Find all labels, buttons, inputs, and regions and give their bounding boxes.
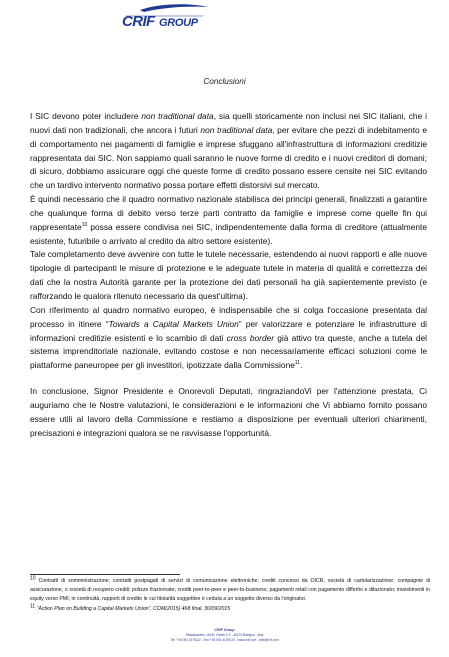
text-run: ” per valorizzare e potenziare le infrastrutture di informazioni creditizie esistenti e lo scambio di dati — [30, 318, 427, 343]
text-run: È quindi necessario che il quadro normativo nazionale stabilisca dei principi generali, finalizzati a garantire che qualunque forma di debito verso terze parti contratto da famiglie e imprese come quelle fin qui rappresentate — [30, 194, 427, 232]
italic-term: Towards a Capital Markets Union — [108, 318, 239, 329]
italic-term: non traditional data — [141, 111, 214, 121]
text-run: già attivo tra queste, anche a tutela del sistema imprenditoriale nazionale, evitando costose e non necessariamente efficaci soluzioni come le piattaforme paneuropee per gli investitori, ipotizzate dalla Commissione — [30, 332, 427, 371]
text-run: Tale completamento deve avvenire con tutte le tutele necessarie, estendendo ai nuovi rapporti e alle nuove tipologie di partecipanti le misure di protezione e le adeguate tutele in materia di qualità e correttezza dei dati che la nostra Autorità garante per la protezione dei dati personali ha già sapientemente previsto (e rafforzando le qualora ritenuto necessario da quest'ultima). — [30, 249, 427, 301]
text-run: . — [300, 360, 303, 371]
svg-text:CRIF: CRIF — [122, 13, 155, 30]
section-title: Conclusioni — [203, 77, 246, 86]
footnote-number: 10 — [30, 575, 36, 582]
paragraph-non-traditional-data — [30, 110, 427, 193]
footnote-separator — [30, 574, 180, 575]
text-run: In conclusione, Signor Presidente e Onorevoli Deputati, ringraziandoVi per l'attenzione prestata, Ci auguriamo che le Nostre valutazioni, le considerazioni e le informazioni che Vi abbiamo fornito possano essere utili al lavoro della Commissione e restiamo a disposizione per eventuali ulteriori chiarimenti, precisazioni e integrazioni qualora se ne ravvisasse l'opportunità. — [30, 386, 427, 438]
footnote-ref-11[interactable]: 11 — [294, 360, 301, 367]
text-run: I SIC devono poter includere — [30, 111, 142, 121]
text-run: , sia quelli storicamente non inclusi nei SIC italiani, che i nuovi dati non tradizionali, che ancora i futuri — [30, 111, 427, 135]
footer-brand: CRIF Group — [214, 628, 235, 632]
footnote-text: Contratti di somministrazione; contratti postpagati di servizi di comunicazione elettroniche; crediti concessi da OICR, società di cartolarizzazione; compagnie di assicurazione, o società di recupero crediti; polizze fraziornate; crediti peer-to-peer e peer-to-business; pagamenti retail con pagamento differito e dilazionato; investimenti in equity verso PMI; in continuità, rapporti di credito le cui titolarità soggettive è ceduta a un soggetto diverso da l'originator. — [30, 578, 430, 603]
footer-contacts: Tel. +39 051 4176111 - Fax +39 051 4176010 - www.crif.com - info@crif.com — [170, 638, 279, 642]
page-footer — [0, 628, 449, 643]
paragraph-european-framework — [30, 304, 427, 373]
crif-group-logo — [120, 4, 210, 30]
footnote-11 — [30, 602, 430, 614]
text-run: possa essere condivisa nei SIC, indipendentemente dalla forma di creditore (attualmente esistente, futuribile o arrivato al credito da altro settore esistente). — [30, 221, 427, 246]
footer-address: Headquarters: via M. Fantin 1-3 - 40131 Bologna - Italy — [185, 633, 264, 637]
document-body — [30, 110, 427, 440]
text-run: , per evitare che pezzi di indebitamento e di comportamento nei pagamenti di famiglie e imprese sfuggano all'infrastruttura di informazioni creditizie rappresentata dai SIC. Non sappiamo quali saranno le nuove forme di credito e i nuovi creditori di domani; di sicuro, dobbiamo assicurare oggi che queste forme di credito possano essere censite nei SIC evitando che un tardivo intervento normativo possa portare effetti distorsivi sul mercato. — [30, 124, 427, 191]
footnote-number: 11 — [30, 602, 36, 609]
footnote-ref-10[interactable]: 10 — [81, 221, 88, 228]
italic-term: cross border — [226, 332, 275, 343]
text-run: Con riferimento al quadro normativo europeo, è indispensabile che si colga l'occasione presentata dal processo in itinere “ — [30, 304, 427, 329]
paragraph-regulatory-framework — [30, 193, 427, 248]
footnote-text: “Action Plan on Building a Capital Markets Union”, COM(2015) 468 final, 30/09/2015 — [35, 605, 231, 612]
svg-text:GROUP: GROUP — [159, 17, 198, 29]
paragraph-conclusion — [30, 385, 427, 440]
footnotes — [30, 577, 430, 614]
crif-logo-mark — [120, 4, 210, 30]
paragraph-protections — [30, 248, 427, 303]
footnote-10 — [30, 577, 430, 605]
italic-term: non traditional data — [200, 124, 273, 135]
